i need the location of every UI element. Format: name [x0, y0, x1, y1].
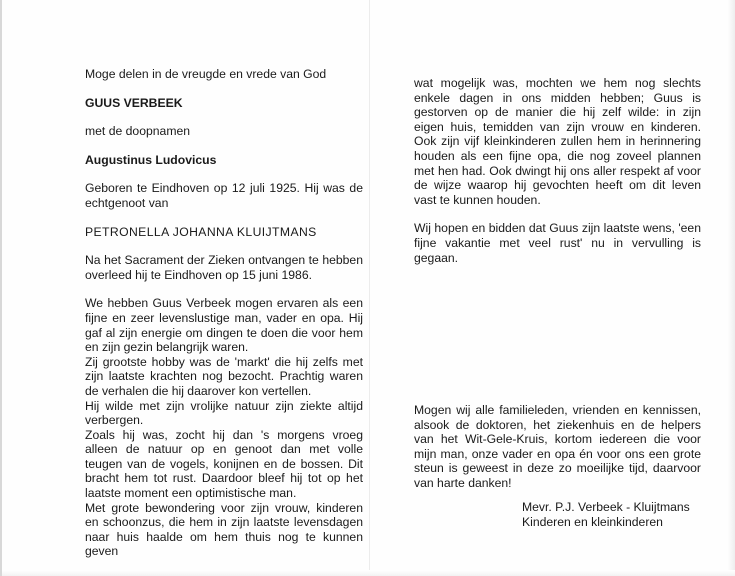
card-edge-right	[727, 0, 735, 576]
wish-text: Wij hopen en bidden dat Guus zijn laatste wens, 'een fijne vakantie met veel rust' nu in vervulling is gegaan.	[414, 221, 701, 265]
paragraph: Zij grootste hobby was de 'markt' die hij zelfs met zijn laatste krachten nog bezocht. Prachtig waren de verhalen die hij daarover kon vertellen.	[85, 354, 363, 398]
right-column-top	[414, 76, 701, 265]
baptism-intro: met de doopnamen	[85, 124, 191, 139]
spouse-name: PETRONELLA JOHANNA KLUIJTMANS	[85, 224, 317, 239]
continuation-text: wat mogelijk was, mochten we hem nog slechts enkele dagen in ons midden hebben; Guus is gestorven op de manier die hij zelf wilde: in zijn eigen huis, temidden van zijn vrouw en kinderen. Ook zijn vijf kleinkinderen zullen hem in herinnering houden als een fijne opa, die nog zoveel plannen met hen had. Ook dwingt hij ons aller respekt af voor de wijze waarop hij gevochten heeft om dit leven vast te kunnen houden.	[414, 76, 701, 207]
signature-block	[522, 500, 690, 530]
paragraph: We hebben Guus Verbeek mogen ervaren als een fijne en zeer levenslustige man, vader en opa. Hij gaf al zijn energie om dingen te doen die voor hem en zijn gezin belangrijk waren.	[85, 296, 363, 355]
right-column-bottom	[414, 403, 701, 491]
death-text: Na het Sacrament der Zieken ontvangen te hebben overleed hij te Eindhoven op 15 juni 1986.	[85, 253, 363, 282]
paragraph: Met grote bewondering voor zijn vrouw, kinderen en schoonzus, die hem in zijn laatste levensdagen naar huis haalde om hem thuis nog te kunnen geven	[85, 500, 363, 559]
signature-line-2: Kinderen en kleinkinderen	[522, 515, 663, 529]
opening-line: Moge delen in de vreugde en vrede van God	[85, 67, 327, 81]
fold-line	[369, 0, 370, 576]
card-edge-bottom	[2, 570, 735, 576]
left-column	[85, 67, 363, 559]
signature-line-1: Mevr. P.J. Verbeek - Kluijtmans	[522, 500, 690, 514]
deceased-name: GUUS VERBEEK	[85, 95, 183, 110]
thanks-text: Mogen wij alle familieleden, vrienden en kennissen, alsook de doktoren, het ziekenhuis en de helpers van het Wit-Gele-Kruis, kortom iedereen die voor mijn man, onze vader en opa én voor ons een grote steun is geweest in deze zo moeilijke tijd, daarvoor van harte danken!	[414, 403, 701, 490]
birth-text: Geboren te Eindhoven op 12 juli 1925. Hij was de echtgenoot van	[85, 181, 363, 210]
baptism-names: Augustinus Ludovicus	[85, 152, 217, 167]
paragraph: Zoals hij was, zocht hij dan 's morgens vroeg alleen de natuur op en genoot dan met volle teugen van de vogels, konijnen en de bossen. Dit bracht hem tot rust. Daardoor bleef hij tot op het laatste moment een optimistische man.	[85, 427, 363, 501]
paragraph: Hij wilde met zijn vrolijke natuur zijn ziekte altijd verbergen.	[85, 398, 363, 428]
